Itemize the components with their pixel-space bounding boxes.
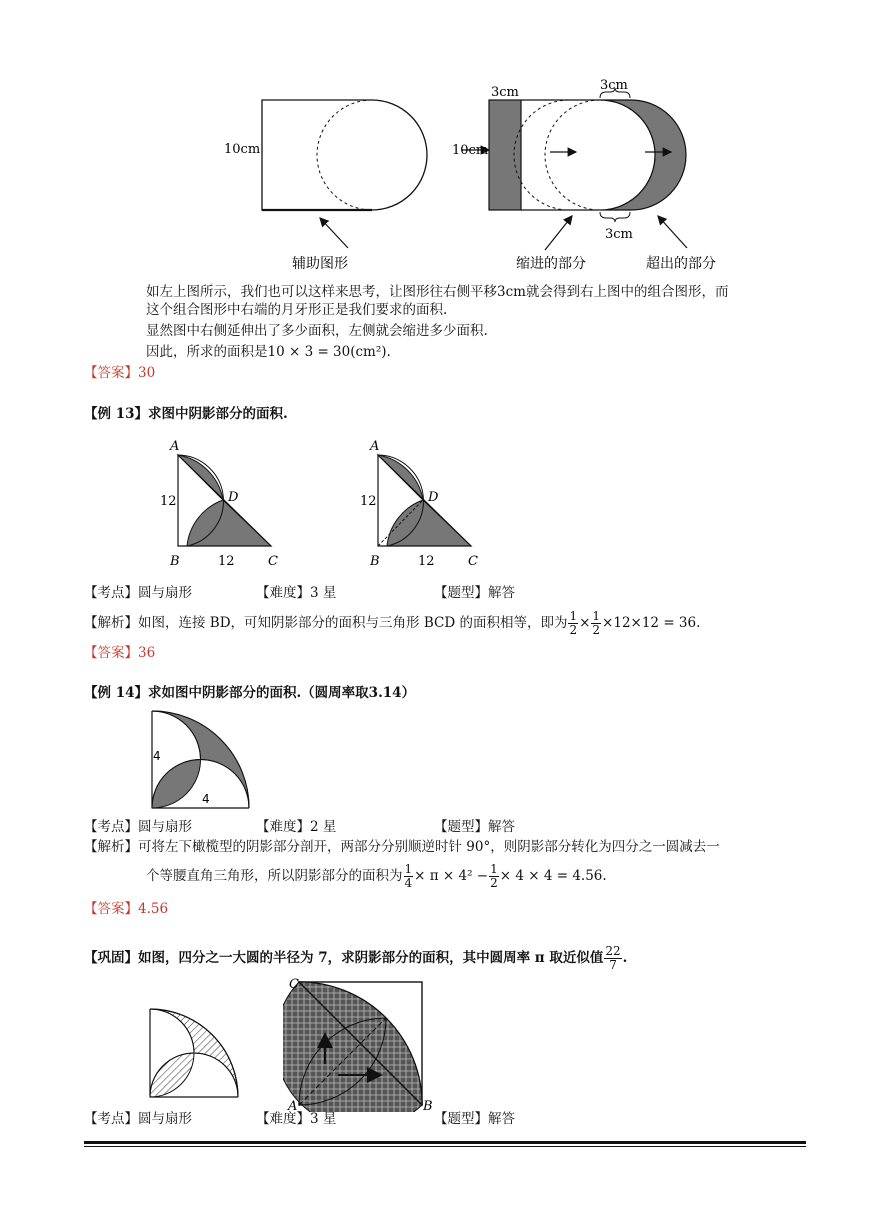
- gonggu-figure-left: [140, 1005, 245, 1105]
- svg-text:A: A: [288, 1099, 298, 1112]
- ex14-heading: 【例 14】求如图中阴影部分的面积.（圆周率取3.14）: [84, 685, 416, 701]
- svg-text:A: A: [170, 439, 180, 454]
- svg-text:12: 12: [218, 554, 235, 569]
- svg-text:C: C: [289, 977, 299, 992]
- svg-text:B: B: [170, 554, 180, 569]
- explain-line-4: 因此，所求的面积是10 × 3 = 30(cm²).: [146, 344, 391, 360]
- ex13-figure-left: [150, 435, 300, 575]
- svg-text:12: 12: [160, 494, 177, 509]
- gonggu-nandu: 【难度】3 星: [256, 1111, 337, 1127]
- ex13-heading: 【例 13】求图中阴影部分的面积.: [84, 406, 288, 422]
- ex14-figure: [145, 705, 260, 815]
- ex13-kaodian: 【考点】圆与扇形: [84, 585, 192, 601]
- ex14-jiexi-line-1: 【解析】可将左下橄榄型的阴影部分剖开，两部分分别顺逆时针 90°，则阴影部分转化为四分之一圆减去一: [84, 839, 720, 855]
- svg-text:C: C: [268, 554, 278, 569]
- ex14-nandu: 【难度】2 星: [256, 819, 337, 835]
- ex14-tixing: 【题型】解答: [434, 819, 515, 835]
- gonggu-tixing: 【题型】解答: [434, 1111, 515, 1127]
- svg-text:B: B: [423, 1099, 433, 1112]
- ex14-kaodian: 【考点】圆与扇形: [84, 819, 192, 835]
- callout-indented: 缩进的部分: [516, 256, 586, 272]
- gonggu-figure-right: [283, 972, 443, 1112]
- explain-line-2: 这个组合图形中右端的月牙形正是我们要求的面积.: [146, 302, 448, 318]
- ex13-nandu: 【难度】3 星: [256, 585, 337, 601]
- callout-exceeding: 超出的部分: [646, 256, 716, 272]
- gonggu-heading: 【巩固】如图，四分之一大圆的半径为 7，求阴影部分的面积，其中圆周率 π 取近似值 $\frac{22}{7}$ .: [84, 944, 628, 972]
- gonggu-kaodian: 【考点】圆与扇形: [84, 1111, 192, 1127]
- answer-13: 【答案】36: [84, 645, 156, 661]
- ex13-figure-right: [350, 435, 500, 575]
- explain-line-1: 如左上图所示，我们也可以这样来思考，让图形往右侧平移3cm就会得到右上图中的组合图形，而: [146, 284, 729, 300]
- svg-text:A: A: [370, 439, 380, 454]
- callout-auxiliary: 辅助图形: [292, 256, 348, 272]
- svg-text:12: 12: [418, 554, 435, 569]
- ex13-tixing: 【题型】解答: [434, 585, 515, 601]
- svg-text:4: 4: [153, 749, 161, 763]
- explain-line-3: 显然图中右侧延伸出了多少面积，左侧就会缩进多少面积.: [146, 323, 488, 339]
- svg-text:C: C: [468, 554, 478, 569]
- dim-10cm-left: 10cm: [224, 142, 261, 157]
- composite-figure: [462, 88, 686, 222]
- footer-rule-thick: [84, 1141, 806, 1144]
- footer-rule-thin: [84, 1146, 806, 1147]
- auxiliary-figure: [262, 100, 427, 210]
- answer-12: 【答案】30: [84, 365, 156, 381]
- svg-text:12: 12: [360, 494, 377, 509]
- top-figure: [200, 70, 760, 280]
- dim-3cm-top: 3cm: [600, 78, 628, 93]
- dim-3cm-left: 3cm: [491, 85, 519, 100]
- svg-text:D: D: [228, 490, 239, 505]
- svg-text:D: D: [428, 490, 439, 505]
- svg-text:4: 4: [202, 792, 210, 806]
- ex14-jiexi-line-2: 个等腰直角三角形，所以阴影部分的面积为 $\frac{1}{4}$ × π × 4² − $\frac{1}{2}$ × 4 × 4 = 4.56.: [146, 862, 607, 890]
- dim-3cm-bottom: 3cm: [605, 227, 633, 242]
- svg-text:B: B: [370, 554, 380, 569]
- answer-14: 【答案】4.56: [84, 901, 169, 917]
- dim-10cm-right: 10cm: [452, 143, 489, 158]
- ex13-jiexi: 【解析】如图，连接 BD，可知阴影部分的面积与三角形 BCD 的面积相等，即为 $\frac{1}{2}$ × $\frac{1}{2}$ ×12×12 = 36.: [84, 609, 701, 637]
